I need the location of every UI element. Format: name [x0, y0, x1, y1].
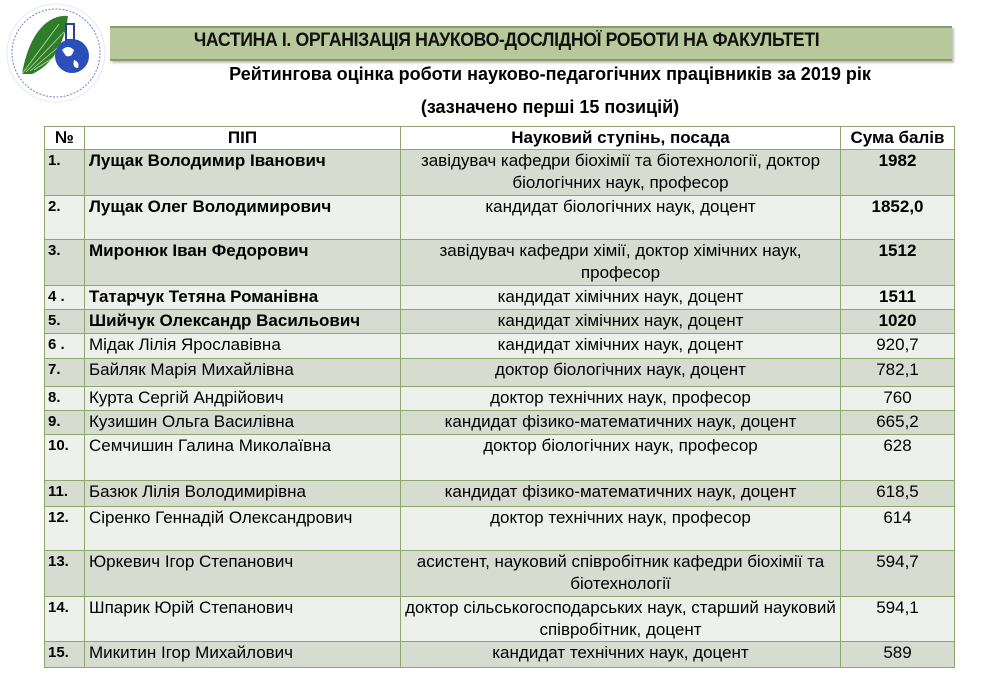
row-number: 14.: [45, 597, 85, 642]
table-row: [45, 387, 955, 411]
person-name: Курта Сергій Андрійович: [85, 387, 401, 411]
table-row: [45, 240, 955, 286]
position-title: доктор технічних наук, професор: [401, 387, 841, 411]
report-note: (зазначено перші 15 позицій): [420, 97, 680, 117]
position-title: кандидат хімічних наук, доцент: [401, 310, 841, 334]
row-number: 11.: [45, 481, 85, 507]
table-row: [45, 507, 955, 551]
row-number: 12.: [45, 507, 85, 551]
table-row: [45, 642, 955, 668]
position-title: кандидат фізико-математичних наук, доцент: [401, 411, 841, 435]
column-header-score: Сума балів: [841, 127, 955, 150]
person-name: Лущак Володимир Іванович: [85, 150, 401, 196]
position-title: завідувач кафедри хімії, доктор хімічних наук, професор: [401, 240, 841, 286]
table-header-row: [45, 127, 955, 150]
table-row: [45, 310, 955, 334]
table-row: [45, 597, 955, 642]
rating-table: [44, 126, 955, 668]
score-value: 1020: [841, 310, 955, 334]
table-row: [45, 286, 955, 310]
row-number: 7.: [45, 359, 85, 387]
score-value: 618,5: [841, 481, 955, 507]
row-number: 5.: [45, 310, 85, 334]
person-name: Шийчук Олександр Васильович: [85, 310, 401, 334]
score-value: 589: [841, 642, 955, 668]
person-name: Лущак Олег Володимирович: [85, 196, 401, 240]
position-title: доктор біологічних наук, професор: [401, 435, 841, 481]
person-name: Миронюк Іван Федорович: [85, 240, 401, 286]
score-value: 782,1: [841, 359, 955, 387]
position-title: кандидат фізико-математичних наук, доцент: [401, 481, 841, 507]
table-row: [45, 359, 955, 387]
row-number: 4 .: [45, 286, 85, 310]
position-title: доктор технічних наук, професор: [401, 507, 841, 551]
position-title: доктор сільськогосподарських наук, старший науковий співробітник, доцент: [401, 597, 841, 642]
position-title: кандидат хімічних наук, доцент: [401, 334, 841, 359]
faculty-logo: [4, 2, 108, 104]
column-header-number: №: [45, 127, 85, 150]
person-name: Базюк Лілія Володимирівна: [85, 481, 401, 507]
position-title: кандидат технічних наук, доцент: [401, 642, 841, 668]
score-value: 614: [841, 507, 955, 551]
table-row: [45, 435, 955, 481]
person-name: Байляк Марія Михайлівна: [85, 359, 401, 387]
score-value: 665,2: [841, 411, 955, 435]
person-name: Микитин Ігор Михайлович: [85, 642, 401, 668]
report-subtitle: Рейтингова оцінка роботи науково-педагогічних працівників за 2019 рік: [229, 64, 871, 84]
score-value: 1852,0: [841, 196, 955, 240]
row-number: 9.: [45, 411, 85, 435]
score-value: 1982: [841, 150, 955, 196]
person-name: Семчишин Галина Миколаївна: [85, 435, 401, 481]
table-row: [45, 411, 955, 435]
person-name: Татарчук Тетяна Романівна: [85, 286, 401, 310]
score-value: 760: [841, 387, 955, 411]
score-value: 1512: [841, 240, 955, 286]
column-header-position: Науковий ступінь, посада: [401, 127, 841, 150]
row-number: 15.: [45, 642, 85, 668]
table-row: [45, 334, 955, 359]
position-title: асистент, науковий співробітник кафедри біохімії та біотехнології: [401, 551, 841, 597]
score-value: 594,7: [841, 551, 955, 597]
person-name: Юркевич Ігор Степанович: [85, 551, 401, 597]
row-number: 8.: [45, 387, 85, 411]
row-number: 6 .: [45, 334, 85, 359]
row-number: 13.: [45, 551, 85, 597]
row-number: 1.: [45, 150, 85, 196]
table-row: [45, 481, 955, 507]
score-value: 628: [841, 435, 955, 481]
score-value: 1511: [841, 286, 955, 310]
person-name: Мідак Лілія Ярославівна: [85, 334, 401, 359]
row-number: 3.: [45, 240, 85, 286]
score-value: 594,1: [841, 597, 955, 642]
row-number: 10.: [45, 435, 85, 481]
position-title: завідувач кафедри біохімії та біотехнології, доктор біологічних наук, професор: [401, 150, 841, 196]
person-name: Шпарик Юрій Степанович: [85, 597, 401, 642]
row-number: 2.: [45, 196, 85, 240]
table-row: [45, 196, 955, 240]
table-row: [45, 150, 955, 196]
section-title: ЧАСТИНА І. ОРГАНІЗАЦІЯ НАУКОВО-ДОСЛІДНОЇ РОБОТИ НА ФАКУЛЬТЕТІ: [193, 30, 820, 51]
column-header-name: ПІП: [85, 127, 401, 150]
person-name: Сіренко Геннадій Олександрович: [85, 507, 401, 551]
position-title: кандидат хімічних наук, доцент: [401, 286, 841, 310]
table-row: [45, 551, 955, 597]
person-name: Кузишин Ольга Василівна: [85, 411, 401, 435]
score-value: 920,7: [841, 334, 955, 359]
position-title: кандидат біологічних наук, доцент: [401, 196, 841, 240]
position-title: доктор біологічних наук, доцент: [401, 359, 841, 387]
